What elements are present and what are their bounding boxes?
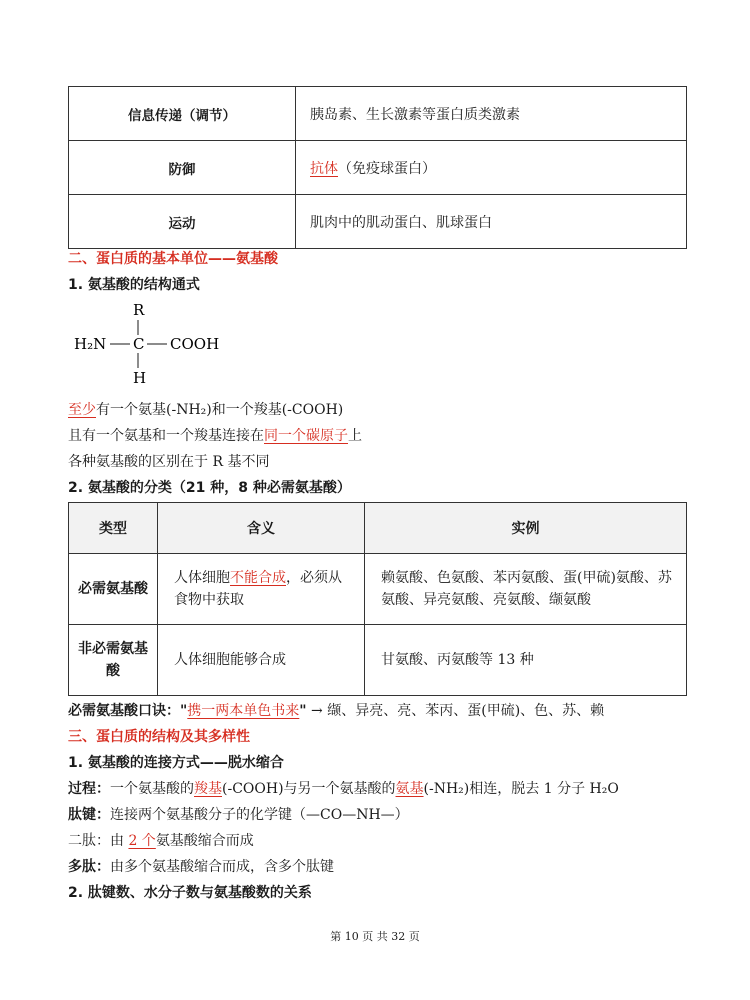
table-row — [69, 141, 687, 195]
subsection-title: 1. 氨基酸的结构通式 — [68, 277, 200, 293]
mnemonic-label: 必需氨基酸口诀： — [68, 703, 180, 719]
highlight-text: 抗体 — [310, 160, 338, 177]
line-label: 过程： — [68, 781, 110, 797]
line-label: 肽键： — [68, 807, 110, 823]
formula-right: COOH — [170, 335, 220, 353]
text-line — [68, 399, 343, 419]
subsection-title: 2. 氨基酸的分类（21 种，8 种必需氨基酸） — [68, 480, 351, 496]
highlight-text: 氨基 — [395, 781, 424, 797]
highlight-text: 同一个碳原子 — [264, 428, 348, 444]
text-line — [68, 830, 254, 850]
formula-bottom: H — [133, 369, 147, 387]
text-span: 上 — [348, 428, 362, 444]
quote-mark: " — [299, 703, 307, 719]
highlight-text: 羧基 — [194, 781, 222, 797]
amino-acid-structure-formula — [70, 298, 240, 388]
text-line — [68, 856, 334, 876]
highlight-text: 携一两本单色书来 — [187, 703, 300, 719]
text-line — [68, 778, 619, 798]
text-span: ，必须从食物中获取 — [174, 570, 342, 608]
formula-r: R — [133, 301, 145, 319]
text-line — [68, 425, 362, 445]
class-type: 非必需氨基酸 — [69, 625, 158, 696]
class-meaning: 人体细胞能够合成 — [158, 625, 365, 696]
text-span: 有一个氨基(-NH₂)和一个羧基(-COOH) — [96, 402, 344, 418]
line-label: 二肽： — [68, 833, 110, 849]
table-header-row — [69, 503, 687, 554]
highlight-text: 不能合成 — [230, 570, 286, 586]
table-row — [69, 87, 687, 141]
class-type: 必需氨基酸 — [69, 554, 158, 625]
formula-center: C — [133, 335, 145, 353]
function-example: 肌肉中的肌动蛋白、肌球蛋白 — [296, 195, 687, 249]
table-row — [69, 625, 687, 696]
text-span: 人体细胞 — [174, 570, 230, 586]
table-row — [69, 554, 687, 625]
class-examples: 赖氨酸、色氨酸、苯丙氨酸、蛋(甲硫)氨酸、苏氨酸、异亮氨酸、亮氨酸、缬氨酸 — [365, 554, 687, 625]
text-span: 由 — [110, 833, 129, 849]
page-footer: 第 10 页 共 32 页 — [330, 930, 420, 943]
text-span: 氨基酸缩合而成 — [155, 833, 254, 849]
text-span: 且有一个氨基和一个羧基连接在 — [68, 428, 264, 444]
text-span: 由多个氨基酸缩合而成，含多个肽键 — [110, 859, 334, 875]
function-example — [296, 141, 687, 195]
function-name: 防御 — [69, 141, 296, 195]
highlight-text: 2 个 — [128, 833, 156, 849]
table-header: 类型 — [69, 503, 158, 554]
function-name: 信息传递（调节） — [69, 87, 296, 141]
section-2-title: 二、蛋白质的基本单位——氨基酸 — [68, 251, 278, 267]
formula-left: H₂N — [74, 335, 107, 353]
function-name: 运动 — [69, 195, 296, 249]
table-row — [69, 195, 687, 249]
subsection-title: 2. 肽键数、水分子数与氨基酸数的关系 — [68, 885, 312, 901]
text-span: 连接两个氨基酸分子的化学键（—CO—NH—） — [110, 807, 409, 823]
subsection-title: 1. 氨基酸的连接方式——脱水缩合 — [68, 755, 284, 771]
line-label: 多肽： — [68, 859, 110, 875]
function-example-rest: （免疫球蛋白） — [338, 160, 436, 177]
text-span: 一个氨基酸的 — [110, 781, 194, 797]
table-header: 含义 — [158, 503, 365, 554]
function-example: 胰岛素、生长激素等蛋白质类激素 — [296, 87, 687, 141]
section-3-title: 三、蛋白质的结构及其多样性 — [68, 729, 250, 745]
text-span: 缬、异亮、亮、苯丙、蛋(甲硫)、色、苏、赖 — [327, 703, 605, 719]
highlight-text: 至少 — [68, 402, 96, 418]
text-span: (-COOH)与另一个氨基酸的 — [222, 781, 396, 797]
class-examples: 甘氨酸、丙氨酸等 13 种 — [365, 625, 687, 696]
text-span: (-NH₂)相连，脱去 1 分子 H₂O — [423, 781, 619, 797]
protein-function-table — [68, 86, 687, 249]
amino-acid-class-table — [68, 502, 687, 696]
text-line — [68, 804, 409, 824]
text-line: 各种氨基酸的区别在于 R 基不同 — [68, 454, 270, 470]
mnemonic-line — [68, 700, 604, 720]
table-header: 实例 — [365, 503, 687, 554]
class-meaning — [158, 554, 365, 625]
arrow: → — [306, 703, 328, 719]
quote-mark: " — [180, 703, 188, 719]
